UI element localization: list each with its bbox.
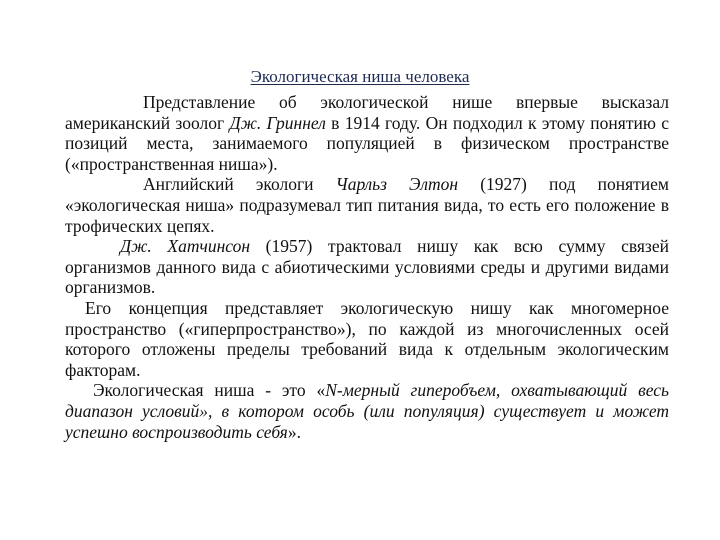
paragraph-grinnell xyxy=(65,92,669,174)
text-run: ». xyxy=(287,421,301,442)
text-run: Английский экологи xyxy=(143,174,336,195)
definition-quote: N-мерный гиперобъем, охватывающий весь диапазон условий», в котором особь (или популяция) существует и может успешно воспроизводить себя xyxy=(65,380,669,442)
paragraph-hutchinson xyxy=(65,236,669,298)
text-run: Его концепция представляет экологическую нишу как многомерное пространство («гиперпространство»), по каждой из многочисленных осей которого отложены пределы требований вида к отдельным экологическим факторам. xyxy=(65,297,669,380)
author-name: Чарльз Элтон xyxy=(335,174,459,195)
paragraph-definition xyxy=(65,380,669,442)
slide-title: Экологическая ниша человека xyxy=(250,67,470,86)
author-name: Дж. Хатчинсон xyxy=(120,236,251,257)
slide-body xyxy=(65,92,669,442)
text-run: Экологическая ниша - это « xyxy=(93,380,326,401)
text-run: Представление об экологической нише впервые высказал американский зоолог xyxy=(65,92,669,133)
paragraph-elton xyxy=(65,174,669,236)
paragraph-concept xyxy=(65,298,669,380)
text-run: в 1914 году. Он подходил к этому понятию с позиций места, занимаемого популяцией в физическом пространстве («пространственная ниша»). xyxy=(65,112,669,174)
text-run: (1957) трактовал нишу как всю сумму связей организмов данного вида с абиотическими условиями среды и другими видами организмов. xyxy=(65,236,669,298)
text-run: (1927) под понятием «экологическая ниша» подразумевал тип питания вида, то есть его положение в трофических цепях. xyxy=(65,174,669,236)
author-name: Дж. Гриннел xyxy=(229,112,326,133)
